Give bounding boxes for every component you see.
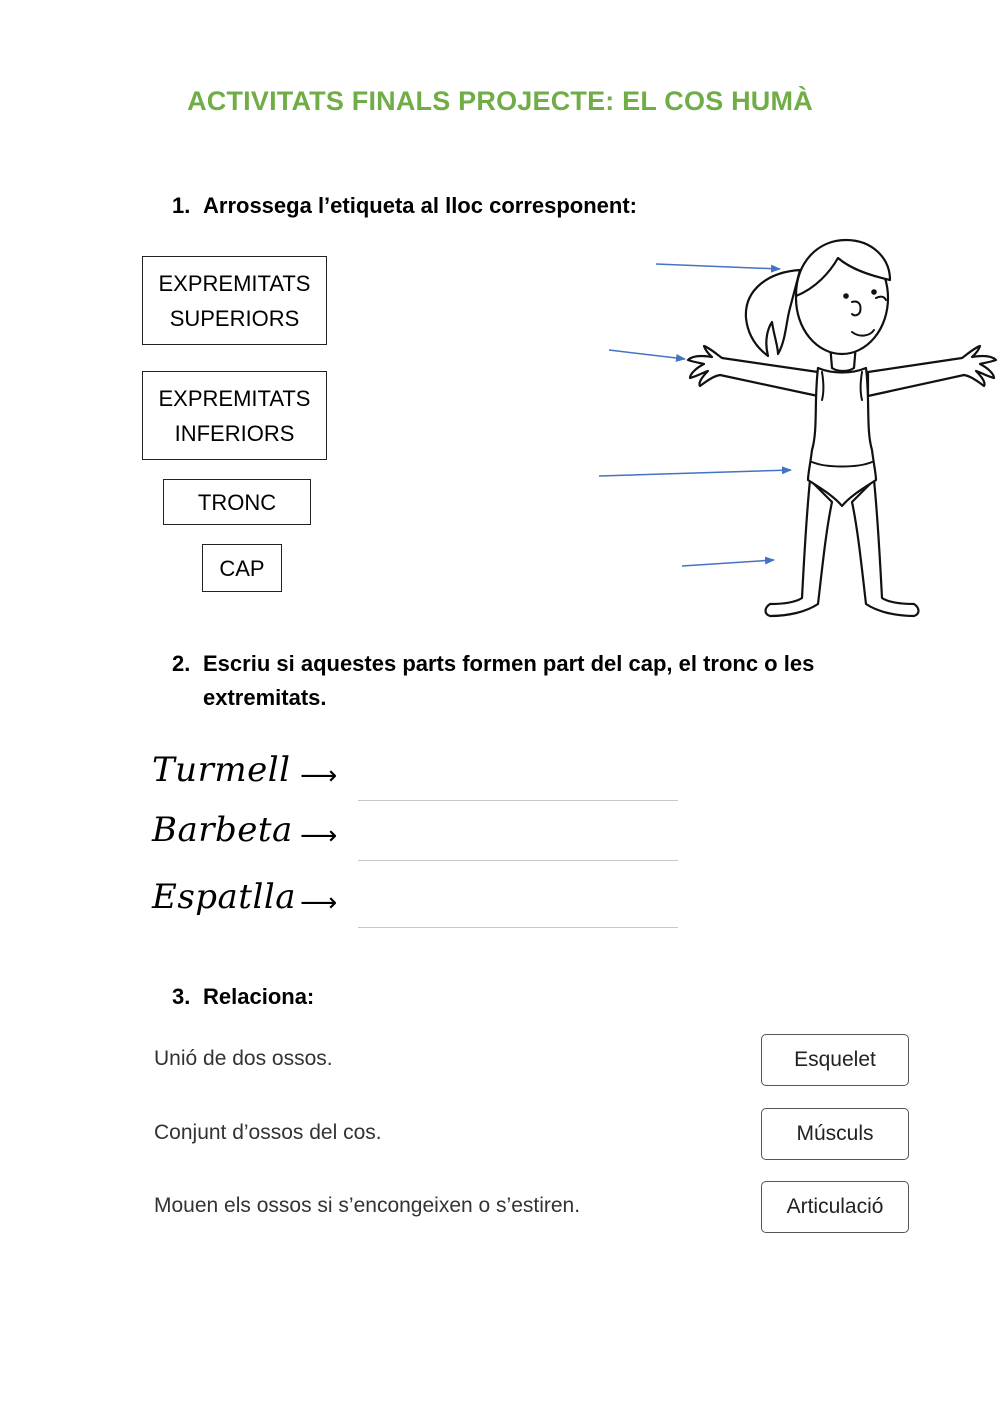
right-arrow-icon: ⟶: [300, 820, 338, 850]
label-lower-limbs-line1: EXPREMITATS: [158, 385, 311, 411]
left-leg: [766, 480, 833, 616]
word-barbeta: Barbeta: [152, 810, 293, 850]
option-musculs-button[interactable]: Músculs: [761, 1108, 909, 1160]
right-leg: [852, 480, 919, 616]
question-3-text: Relaciona:: [203, 984, 315, 1009]
word-row-2: [150, 810, 690, 860]
girl-body-figure: [590, 235, 1000, 630]
torso: [808, 368, 876, 506]
label-head[interactable]: [202, 544, 282, 592]
question-3-number: 3.: [172, 984, 191, 1009]
ponytail: [746, 270, 800, 356]
definition-3: Mouen els ossos si s’encongeixen o s’estiren.: [154, 1194, 581, 1217]
definition-1: Unió de dos ossos.: [154, 1047, 333, 1070]
arrow-to-arm: [609, 350, 685, 359]
question-3-title: [172, 980, 314, 1014]
question-2-line2: extremitats.: [203, 685, 327, 710]
page-title: ACTIVITATS FINALS PROJECTE: EL COS HUMÀ: [187, 86, 813, 116]
word-turmell: Turmell: [152, 750, 291, 790]
question-1-text: Arrossega l’etiqueta al lloc corresponent:: [203, 193, 638, 218]
answer-input-2[interactable]: [358, 840, 678, 861]
label-head-text: CAP: [219, 555, 265, 581]
right-arm: [868, 346, 996, 396]
right-arrow-icon: ⟶: [300, 760, 338, 790]
label-trunk-text: TRONC: [197, 489, 277, 515]
arrow-to-trunk: [599, 470, 791, 476]
right-arrow-icon: ⟶: [300, 887, 338, 917]
label-trunk[interactable]: [163, 479, 311, 525]
label-upper-limbs-line2: SUPERIORS: [169, 305, 300, 331]
question-1-title: [172, 189, 637, 223]
answer-input-3[interactable]: [358, 907, 678, 928]
arrow-to-head: [656, 264, 780, 269]
option-articulacio-button[interactable]: Articulació: [761, 1181, 909, 1233]
label-lower-limbs-line2: INFERIORS: [174, 420, 295, 446]
left-arm: [688, 346, 818, 396]
option-esquelet-button[interactable]: Esquelet: [761, 1034, 909, 1086]
question-1-number: 1.: [172, 193, 191, 218]
question-2-line1: Escriu si aquestes parts formen part del cap, el tronc o les: [203, 651, 815, 676]
label-lower-limbs[interactable]: [142, 371, 327, 460]
label-upper-limbs[interactable]: [142, 256, 327, 345]
question-2-title: [172, 647, 814, 715]
question-2-number: 2.: [172, 651, 191, 676]
definition-2: Conjunt d’ossos del cos.: [154, 1121, 382, 1144]
answer-input-1[interactable]: [358, 780, 678, 801]
eye-right: [871, 289, 877, 295]
word-row-3: [150, 877, 690, 927]
arrow-to-leg: [682, 560, 774, 566]
label-upper-limbs-line1: EXPREMITATS: [158, 270, 311, 296]
eye-left: [843, 293, 849, 299]
word-espatlla: Espatlla: [152, 877, 296, 917]
word-row-1: [150, 750, 690, 800]
